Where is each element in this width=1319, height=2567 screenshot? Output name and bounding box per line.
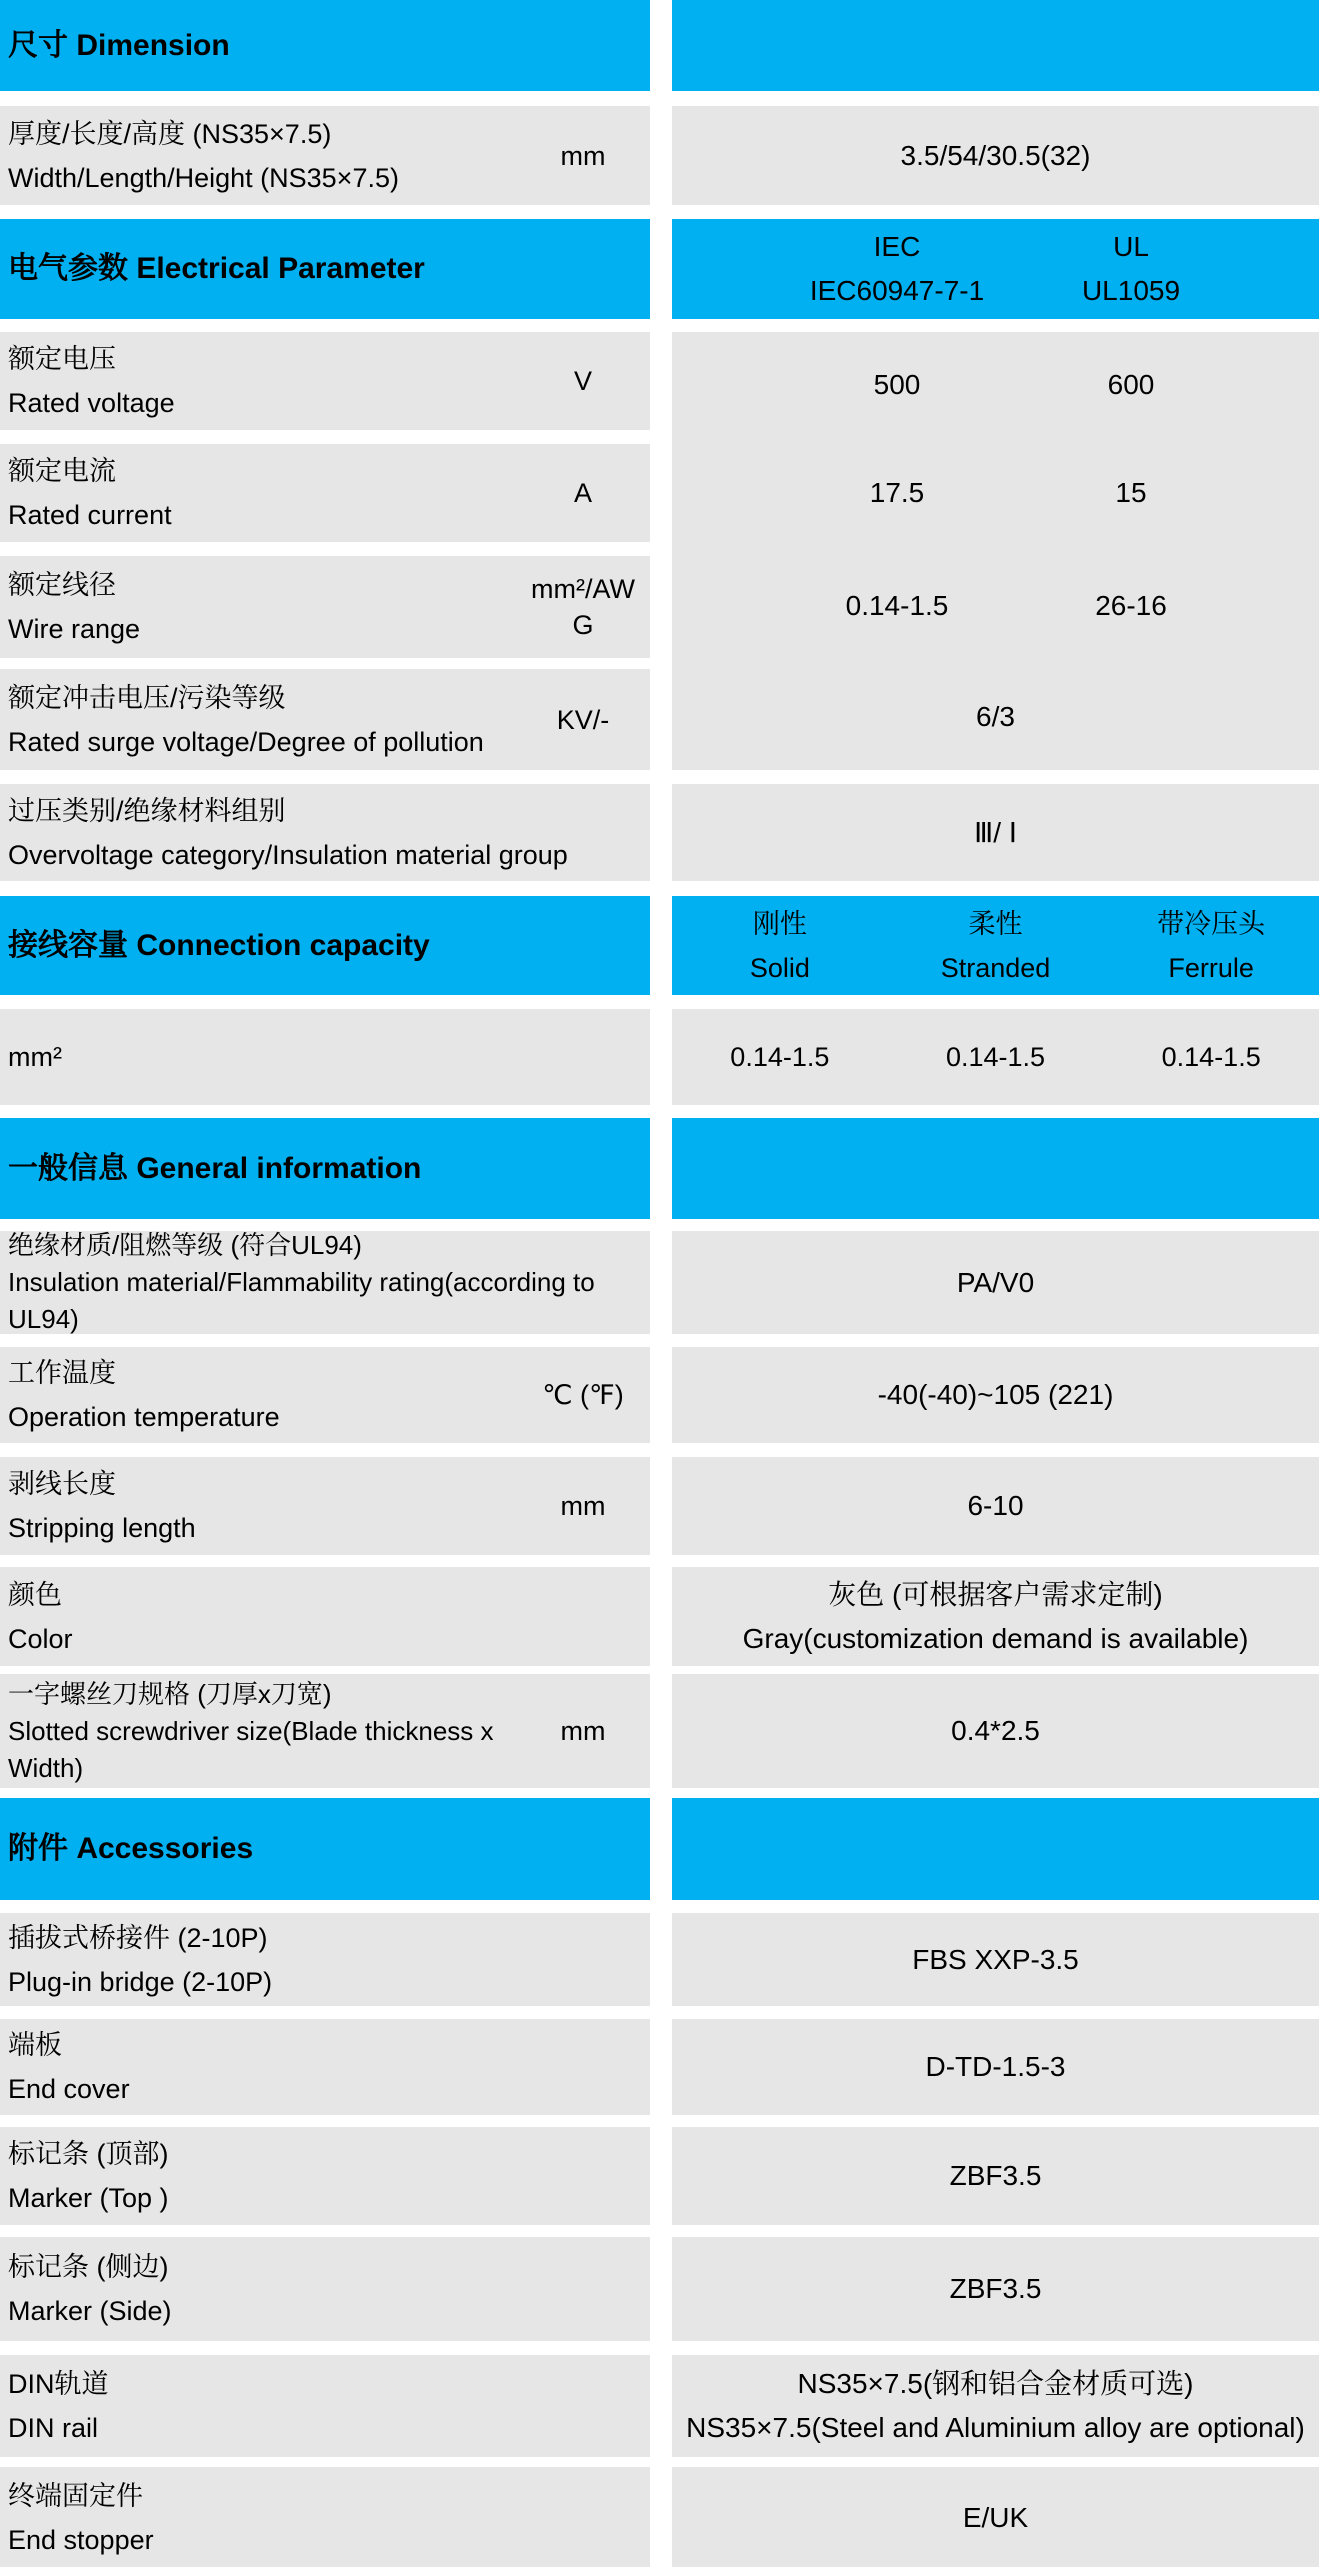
row-connection-label-cell (0, 1009, 650, 1105)
row-label (8, 563, 522, 651)
row-din-rail-value-cell (672, 2355, 1319, 2457)
row-overvoltage-label-cell (0, 784, 650, 881)
row-label (8, 1916, 650, 2004)
row-label (8, 2474, 650, 2562)
row-value: FBS XXP-3.5 (912, 1943, 1079, 1975)
standard-ul-name: UL (1113, 231, 1149, 262)
label-en: DIN rail (8, 2413, 99, 2443)
row-dimension-label-cell (0, 106, 650, 205)
section-header-accessories (0, 1798, 1319, 1900)
label-en: Insulation material/Flammability rating(according to UL94) (8, 1267, 595, 1334)
label-en: Stripping length (8, 1513, 196, 1543)
label-en: Color (8, 1623, 73, 1654)
row-surge-label-cell (0, 669, 650, 770)
row-end-stopper-label-cell (0, 2467, 650, 2567)
wire-range-values-cols (672, 584, 1319, 628)
row-value (743, 1573, 1249, 1661)
row-rated-current-label-cell (0, 444, 650, 542)
row-label (8, 1462, 522, 1550)
column-stranded (888, 902, 1104, 990)
column-zh: 带冷压头 (1157, 908, 1266, 939)
label-en: Wire range (8, 614, 141, 644)
connection-columns-cell (672, 896, 1319, 995)
row-label (8, 1351, 522, 1439)
row-label (8, 1227, 650, 1338)
value-zh: 灰色 (可根据客户需求定制) (828, 1578, 1163, 1610)
label-en: Rated current (8, 500, 172, 530)
row-end-cover-value-cell (672, 2019, 1319, 2115)
label-zh: 过压类别/绝缘材料组别 (8, 795, 286, 826)
section-title: 附件 Accessories (8, 1832, 254, 1865)
column-en: Ferrule (1168, 952, 1254, 983)
row-label (8, 789, 650, 877)
wire-range-iec-value: 0.14-1.5 (845, 590, 949, 621)
row-label (8, 449, 522, 537)
ferrule-value: 0.14-1.5 (1161, 1042, 1261, 1072)
standards-columns (672, 225, 1319, 313)
row-value: E/UK (962, 2501, 1029, 2533)
section-header-accessories-cell (0, 1798, 650, 1900)
row-label (8, 112, 522, 200)
row-stripping-value-cell (672, 1457, 1319, 1555)
label-en: Marker (Top ) (8, 2183, 169, 2213)
row-stripping-label-cell (0, 1457, 650, 1555)
section-header-dimension-right (672, 0, 1319, 91)
label-zh: 颜色 (8, 1579, 62, 1610)
row-value: 0.4*2.5 (951, 1715, 1040, 1746)
value-zh: NS35×7.5(钢和铝合金材质可选) (797, 2368, 1194, 2399)
section-title: 电气参数 Electrical Parameter (8, 252, 425, 285)
row-label (8, 2132, 650, 2220)
column-ferrule (1103, 902, 1319, 990)
current-values-cols (672, 471, 1319, 515)
row-plug-in-bridge (0, 1913, 1319, 2006)
current-iec-value: 17.5 (869, 477, 925, 508)
row-marker-side (0, 2237, 1319, 2341)
row-value: ZBF3.5 (949, 2273, 1042, 2304)
row-end-cover (0, 2019, 1319, 2115)
label-en: Overvoltage category/Insulation material group (8, 839, 568, 870)
section-header-general-right (672, 1118, 1319, 1219)
standards-header-cell (672, 219, 1319, 319)
solid-value: 0.14-1.5 (730, 1042, 830, 1072)
row-screwdriver (0, 1674, 1319, 1788)
row-unit: mm (560, 140, 606, 171)
section-header-general-cell (0, 1118, 650, 1219)
row-insulation-label-cell (0, 1231, 650, 1334)
column-solid (672, 902, 888, 990)
label-zh: 一字螺丝刀规格 (刀厚x刀宽) (8, 1678, 332, 1709)
label-en: Plug-in bridge (2-10P) (8, 1966, 273, 1997)
section-title: 尺寸 Dimension (8, 28, 230, 62)
label-zh: 剥线长度 (8, 1469, 116, 1499)
wire-range-values (672, 549, 1319, 663)
standard-iec-name: IEC (873, 231, 921, 262)
row-marker-top-label-cell (0, 2127, 650, 2225)
connection-values (672, 1035, 1319, 1079)
electrical-group (0, 332, 1319, 770)
row-insulation (0, 1231, 1319, 1334)
row-screwdriver-label-cell (0, 1674, 650, 1788)
row-wire-range-label-cell (0, 556, 650, 658)
row-din-rail-label-cell (0, 2355, 650, 2457)
standard-ul-code: UL1059 (1081, 275, 1181, 306)
row-color (0, 1567, 1319, 1666)
stranded-value: 0.14-1.5 (945, 1042, 1046, 1072)
section-header-electrical-cell (0, 219, 650, 319)
row-value: -40(-40)~105 (221) (877, 1379, 1114, 1410)
section-header-electrical (0, 219, 1319, 319)
column-en: Stranded (940, 952, 1051, 983)
row-overvoltage-value-cell (672, 784, 1319, 881)
section-header-accessories-right (672, 1798, 1319, 1900)
row-value: 6/3 (976, 700, 1015, 732)
label-en: Rated voltage (8, 388, 175, 418)
row-marker-top (0, 2127, 1319, 2225)
row-marker-side-value-cell (672, 2237, 1319, 2341)
label-zh: 绝缘材质/阻燃等级 (符合UL94) (8, 1230, 362, 1260)
row-color-value-cell (672, 1567, 1319, 1666)
row-unit: ℃ (℉) (542, 1380, 624, 1410)
electrical-values-cell (672, 332, 1319, 770)
label-en: Width/Length/Height (NS35×7.5) (8, 162, 399, 193)
section-title: 接线容量 Connection capacity (8, 928, 430, 962)
electrical-left-stack (0, 332, 650, 770)
current-ul-value: 15 (1115, 477, 1147, 508)
row-connection-mm2 (0, 1009, 1319, 1105)
label-zh: 额定线径 (8, 570, 116, 600)
label-zh: 终端固定件 (8, 2480, 143, 2511)
label-zh: 额定电压 (8, 344, 116, 374)
row-insulation-value-cell (672, 1231, 1319, 1334)
row-value: ZBF3.5 (949, 2160, 1042, 2191)
row-stripping (0, 1457, 1319, 1555)
value-en: NS35×7.5(Steel and Aluminium alloy are optional) (686, 2412, 1305, 2443)
current-values (672, 437, 1319, 549)
row-label (8, 1573, 650, 1661)
row-connection-values-cell (672, 1009, 1319, 1105)
row-dimension-value-cell (672, 106, 1319, 205)
row-value: D-TD-1.5-3 (925, 2051, 1066, 2082)
standard-iec-code: IEC60947-7-1 (809, 275, 985, 306)
row-label (8, 676, 522, 764)
row-marker-top-value-cell (672, 2127, 1319, 2225)
row-value (686, 2362, 1305, 2450)
row-unit: mm²/AWG (531, 574, 635, 640)
row-dimension (0, 106, 1319, 205)
label-zh: 额定冲击电压/污染等级 (8, 682, 286, 713)
label-unit: mm² (8, 1042, 62, 1072)
row-label (8, 1676, 522, 1787)
row-unit: mm (560, 1716, 606, 1746)
row-temperature (0, 1347, 1319, 1443)
row-label (8, 2245, 650, 2333)
row-end-stopper-value-cell (672, 2467, 1319, 2567)
row-rated-voltage-label-cell (0, 332, 650, 430)
row-value: Ⅲ/ Ⅰ (973, 816, 1018, 848)
section-header-connection-cell (0, 896, 650, 995)
row-bridge-value-cell (672, 1913, 1319, 2006)
label-en: Slotted screwdriver size(Blade thickness x Width) (8, 1715, 494, 1783)
row-bridge-label-cell (0, 1913, 650, 2006)
row-unit: V (573, 366, 592, 396)
row-value: 6-10 (967, 1490, 1024, 1521)
row-label (8, 337, 522, 425)
section-header-dimension (0, 0, 1319, 91)
label-en: Rated surge voltage/Degree of pollution (8, 726, 484, 757)
row-temperature-label-cell (0, 1347, 650, 1443)
label-zh: 标记条 (顶部) (8, 2139, 169, 2169)
row-end-stopper (0, 2467, 1319, 2567)
row-temperature-value-cell (672, 1347, 1319, 1443)
section-header-dimension-cell (0, 0, 650, 91)
label-en: Marker (Side) (8, 2296, 172, 2326)
voltage-values (672, 332, 1319, 437)
row-color-label-cell (0, 1567, 650, 1666)
column-zh: 刚性 (752, 908, 807, 939)
connection-columns (672, 902, 1319, 990)
label-en: End cover (8, 2074, 130, 2104)
voltage-ul-value: 600 (1107, 368, 1155, 400)
row-din-rail (0, 2355, 1319, 2457)
label-en: Operation temperature (8, 1402, 280, 1432)
column-zh: 柔性 (968, 908, 1023, 939)
label-zh: 插拔式桥接件 (2-10P) (8, 1922, 268, 1953)
row-marker-side-label-cell (0, 2237, 650, 2341)
section-title: 一般信息 General information (8, 1151, 422, 1185)
row-unit: KV/- (556, 704, 610, 735)
surge-value (672, 663, 1319, 770)
row-label (8, 2362, 650, 2450)
standard-ul (1014, 225, 1248, 313)
voltage-iec-value: 500 (873, 368, 921, 400)
value-en: Gray(customization demand is available) (742, 1622, 1249, 1654)
label-zh: 厚度/长度/高度 (NS35×7.5) (8, 118, 332, 149)
wire-range-ul-value: 26-16 (1095, 590, 1167, 621)
row-label (8, 2023, 650, 2111)
row-label (8, 1035, 650, 1079)
row-unit: A (573, 478, 592, 508)
section-header-connection (0, 896, 1319, 995)
section-header-general (0, 1118, 1319, 1219)
row-overvoltage (0, 784, 1319, 881)
label-zh: 工作温度 (8, 1358, 116, 1388)
column-en: Solid (749, 952, 810, 983)
label-zh: 端板 (8, 2030, 62, 2060)
row-unit: mm (560, 1491, 606, 1521)
row-value: PA/V0 (956, 1266, 1035, 1298)
label-zh: 额定电流 (8, 456, 116, 486)
row-end-cover-label-cell (0, 2019, 650, 2115)
row-value: 3.5/54/30.5(32) (900, 139, 1091, 171)
voltage-values-cols (672, 363, 1319, 407)
label-zh: DIN轨道 (8, 2369, 109, 2399)
label-en: End stopper (8, 2524, 154, 2555)
label-zh: 标记条 (侧边) (8, 2252, 169, 2282)
standard-iec (780, 225, 1014, 313)
row-screwdriver-value-cell (672, 1674, 1319, 1788)
